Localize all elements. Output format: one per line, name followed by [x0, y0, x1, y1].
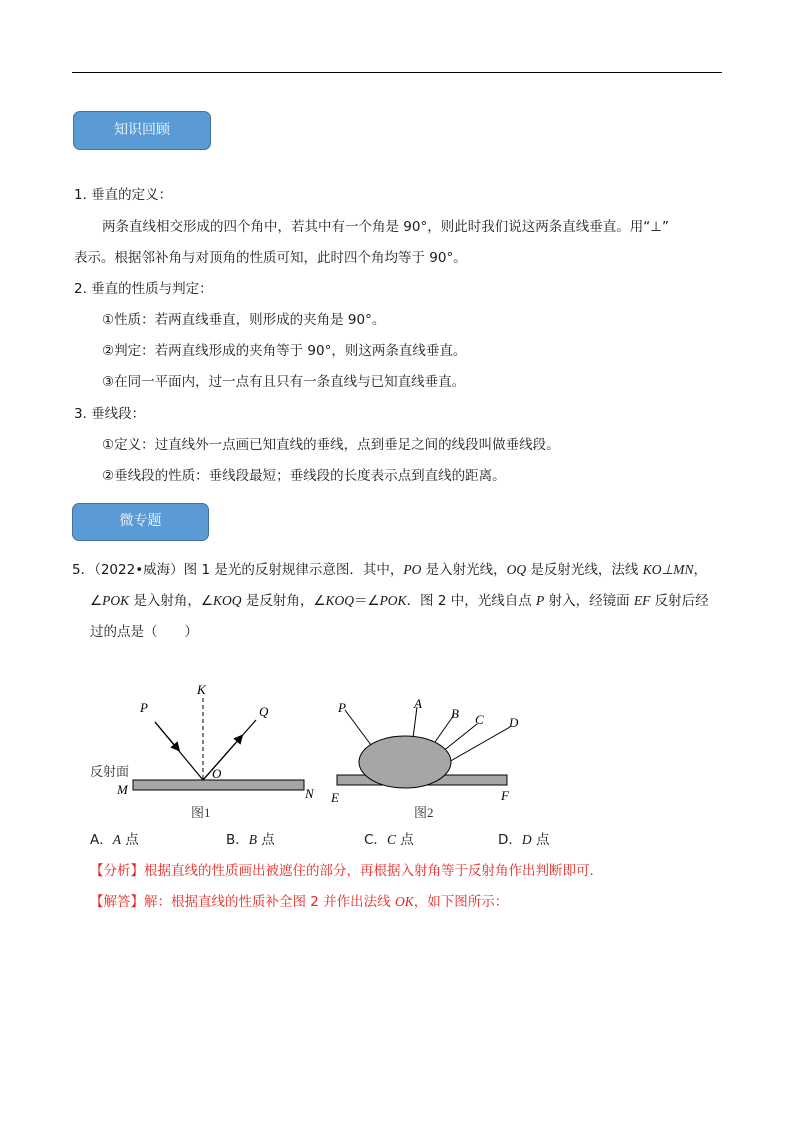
ray-p: [345, 710, 371, 745]
section-2-item-3: ③在同一平面内，过一点有且只有一条直线与已知直线垂直。: [102, 374, 466, 390]
option-d: D．D 点: [498, 832, 550, 848]
label-o: O: [212, 766, 222, 781]
ray-a: [413, 707, 417, 738]
label-c: C: [475, 712, 484, 727]
label-b: B: [451, 706, 459, 721]
label-d: D: [509, 715, 519, 730]
ray-c: [442, 724, 477, 752]
label-e: E: [331, 790, 339, 805]
ray-d: [447, 727, 510, 763]
problem-line-2: ∠POK 是入射角，∠KOQ 是反射角，∠KOQ＝∠POK．图 2 中，光线自点 P 射入，经镜面 EF 反射后经: [90, 593, 709, 609]
option-c: C．C 点: [364, 832, 414, 848]
label-p-1: P: [140, 700, 148, 715]
figure-1: [90, 682, 315, 820]
problem-line-1: 5．（2022•威海）图 1 是光的反射规律示意图．其中，PO 是入射光线，OQ 是反射光线，法线 KO⊥MN，: [72, 562, 707, 578]
label-n: N: [305, 786, 314, 801]
analysis-text: 【分析】根据直线的性质画出被遮住的部分，再根据入射角等于反射角作出判断即可.: [90, 863, 594, 879]
section-3-item-1: ①定义：过直线外一点画已知直线的垂线，点到垂足之间的线段叫做垂线段。: [102, 437, 560, 453]
section-3-title: 3. 垂线段：: [74, 406, 146, 422]
occluding-ellipse: [359, 736, 451, 788]
answer-text: 【解答】解：根据直线的性质补全图 2 并作出法线 OK，如下图所示：: [90, 894, 509, 910]
problem-line-3: 过的点是（ ）: [90, 624, 198, 640]
section-2-title: 2. 垂直的性质与判定：: [74, 281, 213, 297]
option-b: B．B 点: [226, 832, 275, 848]
section-1-text-2: 表示。根据邻补角与对顶角的性质可知，此时四个角均等于 90°。: [74, 250, 467, 266]
section-1-text-1: 两条直线相交形成的四个角中，若其中有一个角是 90°，则此时我们说这两条直线垂直。用“⊥”: [102, 219, 669, 235]
figure-1-caption: 图1: [191, 805, 211, 820]
label-m: M: [117, 782, 128, 797]
label-p-2: P: [338, 700, 346, 715]
reflection-figures: [80, 680, 550, 820]
section-2-item-2: ②判定：若两直线形成的夹角等于 90°，则这两条直线垂直。: [102, 343, 467, 359]
section-1-title: 1. 垂直的定义：: [74, 187, 173, 203]
figure-2: [330, 696, 519, 820]
option-a: A．A 点: [90, 832, 139, 848]
incident-arrow: [155, 722, 177, 748]
label-k: K: [197, 682, 206, 697]
topic-badge: 微专题: [72, 503, 209, 541]
section-3-item-2: ②垂线段的性质：垂线段最短；垂线段的长度表示点到直线的距离。: [102, 468, 506, 484]
review-badge: 知识回顾: [73, 111, 211, 150]
mirror-label: 反射面: [90, 764, 130, 779]
label-a: A: [414, 696, 422, 711]
mirror-mn: [133, 780, 304, 790]
top-rule: [72, 72, 722, 73]
figure-2-caption: 图2: [414, 805, 434, 820]
section-2-item-1: ①性质：若两直线垂直，则形成的夹角是 90°。: [102, 312, 386, 328]
reflected-arrow: [203, 738, 240, 780]
label-q: Q: [259, 704, 269, 719]
label-f: F: [501, 788, 509, 803]
